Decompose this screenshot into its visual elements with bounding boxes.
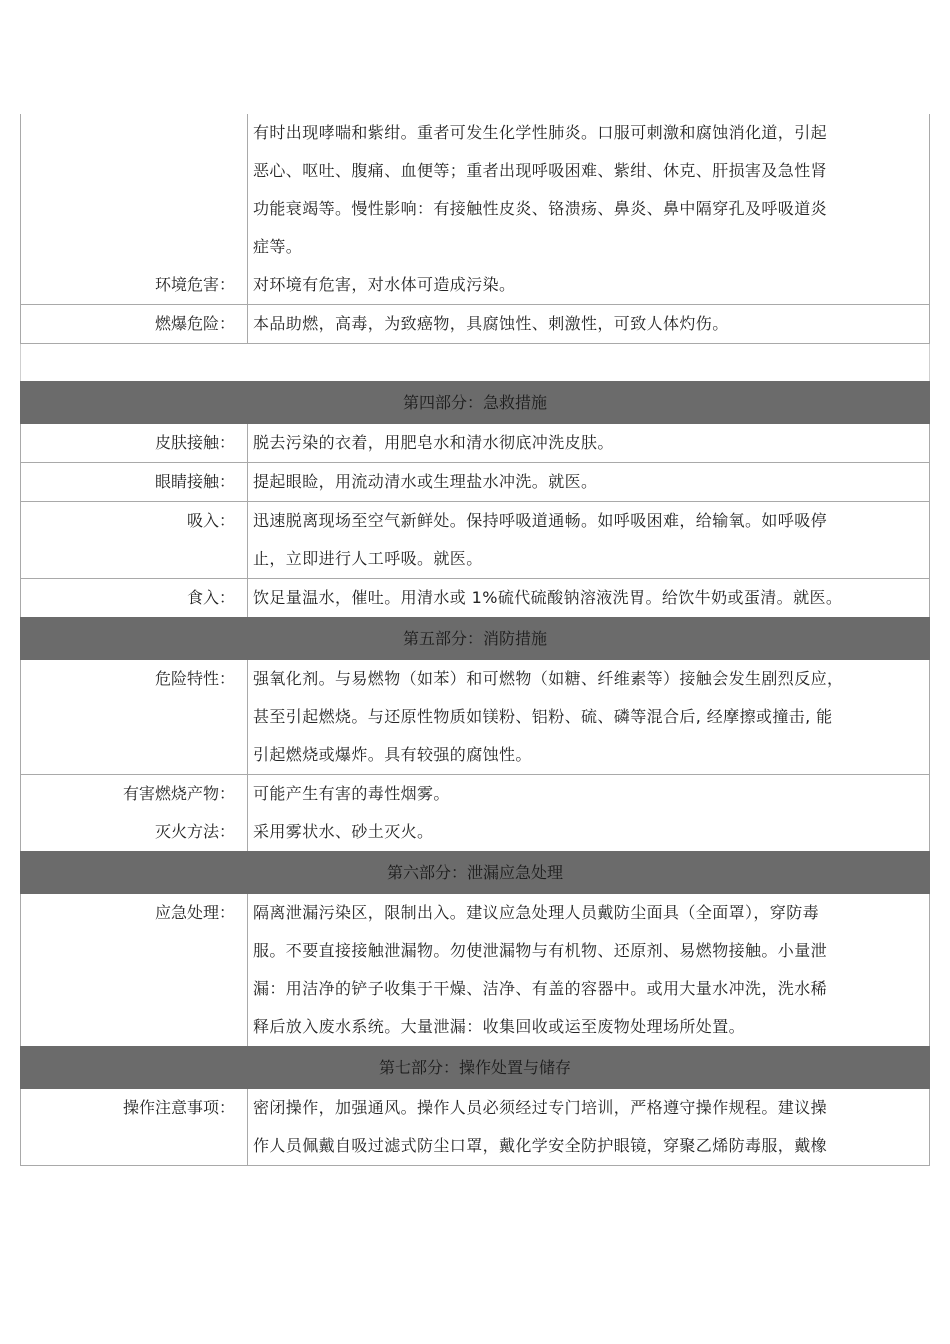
fire-explosion-label: 燃爆危险：	[21, 305, 248, 343]
inhalation-row	[20, 502, 930, 579]
section-header-fire-fighting: 第五部分：消防措施	[20, 617, 930, 660]
text-line: 漏：用洁净的铲子收集于干燥、洁净、有盖的容器中。或用大量水冲洗，洗水稀	[253, 979, 828, 998]
text-line: 服。不要直接接触泄漏物。勿使泄漏物与有机物、还原剂、易燃物接触。小量泄	[253, 941, 828, 960]
text-line: 功能衰竭等。慢性影响：有接触性皮炎、铬溃疡、鼻炎、鼻中隔穿孔及呼吸道炎	[253, 199, 828, 218]
text-line: 密闭操作，加强通风。操作人员必须经过专门培训，严格遵守操作规程。建议操	[253, 1098, 828, 1117]
spacer	[20, 344, 930, 381]
text-line: 引起燃烧或爆炸。具有较强的腐蚀性。	[253, 745, 532, 764]
text-line: 本品助燃，高毒，为致癌物，具腐蚀性、刺激性，可致人体灼伤。	[253, 314, 729, 333]
hazard-properties-value	[248, 660, 929, 774]
hazard-properties-label: 危险特性：	[21, 660, 248, 774]
text-line: 释后放入废水系统。大量泄漏：收集回收或运至废物处理场所处置。	[253, 1017, 746, 1036]
fire-explosion-row	[20, 304, 930, 344]
hazard-properties-row	[20, 660, 930, 775]
extinguishing-label: 灭火方法：	[154, 822, 235, 841]
health-hazard-label-cell	[21, 114, 248, 304]
combustion-label-cell	[21, 775, 248, 851]
inhalation-value	[248, 502, 929, 578]
health-hazard-text	[248, 114, 929, 304]
combustion-products-label: 有害燃烧产物：	[122, 784, 235, 803]
env-hazard-value: 对环境有危害，对水体可造成污染。	[253, 275, 516, 294]
section-header-first-aid: 第四部分：急救措施	[20, 381, 930, 424]
text-line: 恶心、呕吐、腹痛、血便等；重者出现呼吸困难、紫绀、休克、肝损害及急性肾	[253, 161, 828, 180]
text-line: 隔离泄漏污染区，限制出入。建议应急处理人员戴防尘面具（全面罩），穿防毒	[253, 903, 820, 922]
text-line: 迅速脱离现场至空气新鲜处。保持呼吸道通畅。如呼吸困难，给输氧。如呼吸停	[253, 511, 828, 530]
text-line: 饮足量温水，催吐。用清水或 1%硫代硫酸钠溶液洗胃。给饮牛奶或蛋清。就医。	[253, 588, 843, 607]
fire-explosion-value	[248, 305, 929, 343]
text-line: 甚至引起燃烧。与还原性物质如镁粉、铝粉、硫、磷等混合后, 经摩擦或撞击, 能	[253, 707, 833, 726]
eye-contact-label: 眼睛接触：	[21, 463, 248, 501]
msds-table	[20, 114, 930, 1166]
emergency-handling-row	[20, 894, 930, 1046]
emergency-handling-value	[248, 894, 929, 1046]
handling-precautions-row	[20, 1089, 930, 1166]
text-line: 强氧化剂。与易燃物（如苯）和可燃物（如糖、纤维素等）接触会发生剧烈反应，	[253, 669, 844, 688]
ingestion-row	[20, 579, 930, 617]
extinguishing-value: 采用雾状水、砂土灭火。	[253, 822, 434, 841]
ingestion-label: 食入：	[21, 579, 248, 617]
text-line: 止，立即进行人工呼吸。就医。	[253, 549, 483, 568]
text-line: 脱去污染的衣着，用肥皂水和清水彻底冲洗皮肤。	[253, 433, 614, 452]
inhalation-label: 吸入：	[21, 502, 248, 578]
emergency-handling-label: 应急处理：	[21, 894, 248, 1046]
section-header-handling-storage: 第七部分：操作处置与储存	[20, 1046, 930, 1089]
env-hazard-label: 环境危害：	[154, 275, 235, 294]
handling-precautions-label: 操作注意事项：	[21, 1089, 248, 1165]
health-hazard-continued-row	[20, 114, 930, 304]
ingestion-value	[248, 579, 929, 617]
combustion-products-row	[20, 775, 930, 851]
skin-contact-value	[248, 424, 929, 462]
skin-contact-label: 皮肤接触：	[21, 424, 248, 462]
text-line: 提起眼睑，用流动清水或生理盐水冲洗。就医。	[253, 472, 598, 491]
combustion-products-value: 可能产生有害的毒性烟雾。	[253, 784, 450, 803]
handling-precautions-value	[248, 1089, 929, 1165]
eye-contact-row	[20, 463, 930, 502]
text-line: 有时出现哮喘和紫绀。重者可发生化学性肺炎。口服可刺激和腐蚀消化道，引起	[253, 123, 828, 142]
text-line: 症等。	[253, 237, 303, 256]
section-header-spill-response: 第六部分：泄漏应急处理	[20, 851, 930, 894]
text-line: 作人员佩戴自吸过滤式防尘口罩，戴化学安全防护眼镜，穿聚乙烯防毒服，戴橡	[253, 1136, 828, 1155]
eye-contact-value	[248, 463, 929, 501]
combustion-value-cell	[248, 775, 929, 851]
skin-contact-row	[20, 424, 930, 463]
